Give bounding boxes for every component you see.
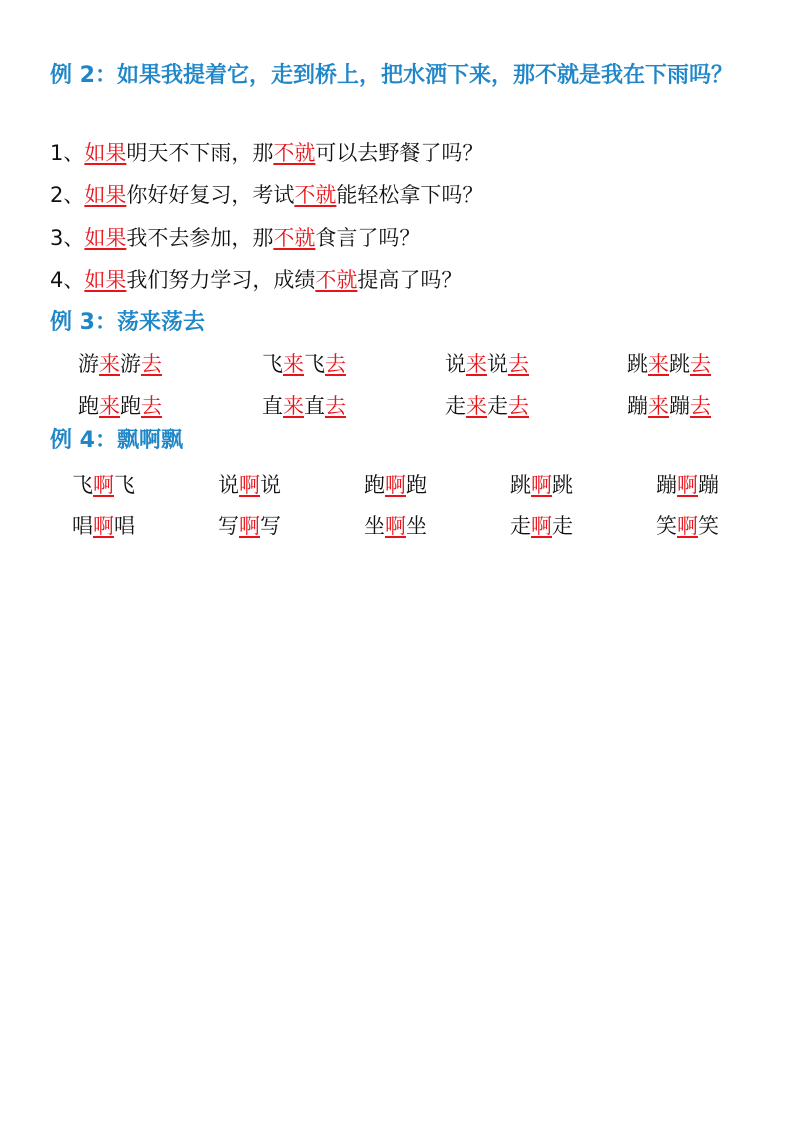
phrase-item: 跑来跑去 xyxy=(78,394,162,418)
phrase-item: 飞来飞去 xyxy=(262,352,346,376)
phrase-item: 跑啊跑 xyxy=(364,473,427,497)
phrase-item: 走来走去 xyxy=(445,394,529,418)
example-4-heading: 例 4：飘啊飘 xyxy=(50,428,183,453)
example-3-heading: 例 3：荡来荡去 xyxy=(50,310,205,335)
sentence-3: 3、如果我不去参加，那不就食言了吗？ xyxy=(50,226,421,250)
phrase-item: 直来直去 xyxy=(262,394,346,418)
sentence-4: 4、如果我们努力学习，成绩不就提高了吗？ xyxy=(50,268,463,292)
phrase-item: 蹦来蹦去 xyxy=(627,394,711,418)
phrase-item: 跳啊跳 xyxy=(510,473,573,497)
example-2-heading: 例 2：如果我提着它，走到桥上，把水洒下来，那不就是我在下雨吗？ xyxy=(50,63,733,88)
phrase-item: 飞啊飞 xyxy=(72,473,135,497)
phrase-item: 坐啊坐 xyxy=(364,514,427,538)
phrase-item: 游来游去 xyxy=(78,352,162,376)
phrase-item: 走啊走 xyxy=(510,514,573,538)
phrase-item: 跳来跳去 xyxy=(627,352,711,376)
sentence-1: 1、如果明天不下雨，那不就可以去野餐了吗？ xyxy=(50,141,484,165)
phrase-item: 笑啊笑 xyxy=(656,514,719,538)
phrase-item: 写啊写 xyxy=(218,514,281,538)
phrase-item: 蹦啊蹦 xyxy=(656,473,719,497)
phrase-item: 说来说去 xyxy=(445,352,529,376)
phrase-item: 唱啊唱 xyxy=(72,514,135,538)
sentence-2: 2、如果你好好复习，考试不就能轻松拿下吗？ xyxy=(50,183,484,207)
phrase-item: 说啊说 xyxy=(218,473,281,497)
